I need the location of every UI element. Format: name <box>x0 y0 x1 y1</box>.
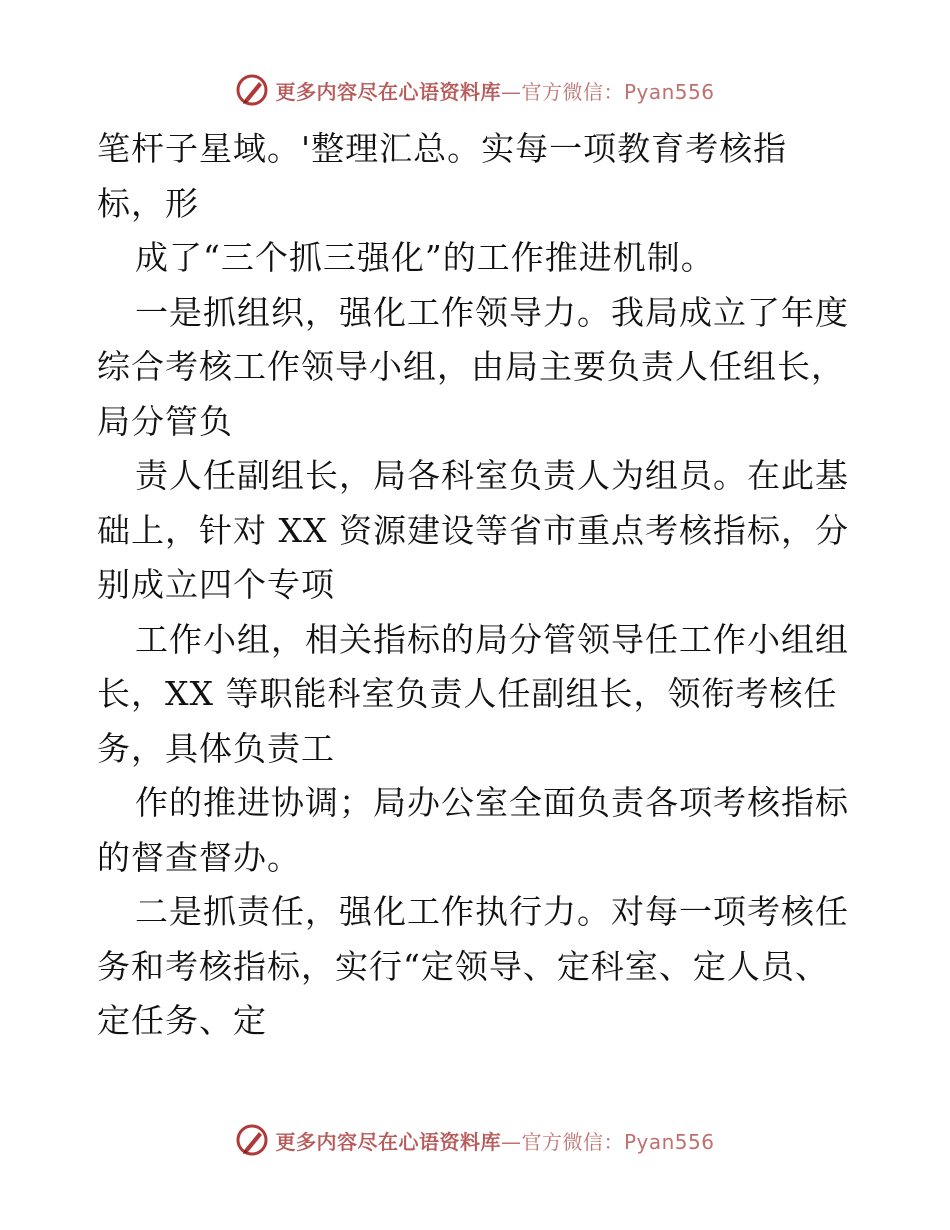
text-line: 的督查督办。 <box>97 837 301 877</box>
text-line: 定任务、定 <box>97 1001 267 1040</box>
text-line: 长，XX 等职能科室负责人任副组长，领衔考核任 <box>97 674 838 713</box>
text-line: 笔杆子星域。'整理汇总。实每一项教育考核指 <box>97 129 788 168</box>
footer-banner <box>0 1120 950 1160</box>
footer-site-name: 更多内容尽在心语资料库 <box>275 1129 501 1154</box>
text-line: 综合考核工作领导小组，由局主要负责人任组长， <box>97 347 845 386</box>
pen-logo-icon <box>235 1123 269 1157</box>
header-site-name: 更多内容尽在心语资料库 <box>275 79 501 104</box>
text-line: 础上，针对 XX 资源建设等省市重点考核指标，分 <box>97 510 849 550</box>
text-line: 二是抓责任，强化工作执行力。对每一项考核任 <box>135 892 849 931</box>
text-line: 责人任副组长，局各科室负责人为组员。在此基 <box>135 456 849 495</box>
text-line: 务和考核指标，实行“定领导、定科室、定人员、 <box>97 946 829 986</box>
text-line: 标，形 <box>97 183 199 223</box>
text-line: 作的推进协调；局办公室全面负责各项考核指标 <box>135 783 849 822</box>
footer-wechat: —官方微信：Pyan556 <box>500 1129 715 1154</box>
footer-banner-text <box>275 1126 714 1155</box>
document-body <box>97 122 857 1049</box>
text-line: 工作小组，相关指标的局分管领导任工作小组组 <box>135 619 849 659</box>
pen-logo-icon <box>235 73 269 107</box>
text-line: 别成立四个专项 <box>97 565 335 604</box>
text-line: 局分管负 <box>97 401 233 441</box>
text-line: 务，具体负责工 <box>97 728 335 768</box>
text-line: 成了“三个抓三强化”的工作推进机制。 <box>135 238 715 277</box>
header-wechat: —官方微信：Pyan556 <box>500 79 715 104</box>
header-banner <box>0 70 950 110</box>
header-banner-text <box>275 76 714 105</box>
text-line: 一是抓组织，强化工作领导力。我局成立了年度 <box>135 292 849 332</box>
